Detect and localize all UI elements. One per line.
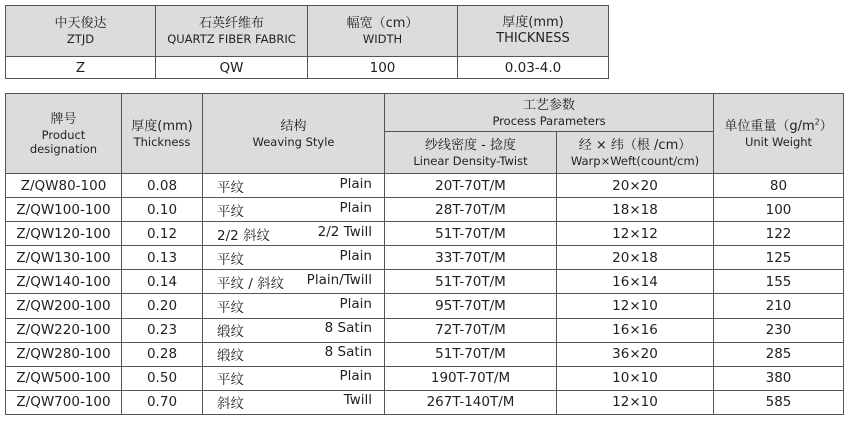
cell-unit-weight: 585 bbox=[714, 390, 844, 414]
cell-linear-density: 72T-70T/M bbox=[385, 318, 557, 342]
cell-structure bbox=[203, 390, 385, 414]
header-en: QUARTZ FIBER FABRIC bbox=[167, 32, 296, 46]
cell-warp-weft: 20×18 bbox=[557, 246, 714, 270]
cell-product: Z/QW500-100 bbox=[6, 366, 122, 390]
header-brand bbox=[6, 6, 156, 57]
header-unit-weight bbox=[714, 94, 844, 174]
cell-product: Z/QW220-100 bbox=[6, 318, 122, 342]
cell-unit-weight: 380 bbox=[714, 366, 844, 390]
cell-structure bbox=[203, 246, 385, 270]
table-row bbox=[6, 294, 844, 318]
cell-structure bbox=[203, 294, 385, 318]
header-zh: 厚度(mm) bbox=[131, 118, 193, 134]
cell-unit-weight: 100 bbox=[714, 198, 844, 222]
cell-product: Z/QW700-100 bbox=[6, 390, 122, 414]
cell-linear-density: 51T-70T/M bbox=[385, 222, 557, 246]
header-zh: 工艺参数 bbox=[523, 97, 576, 113]
structure-zh: 平纹 bbox=[217, 203, 244, 220]
cell-thickness: 0.70 bbox=[122, 390, 203, 414]
header-en: Unit Weight bbox=[744, 134, 813, 149]
cell-linear-density: 33T-70T/M bbox=[385, 246, 557, 270]
table-row bbox=[6, 270, 844, 294]
header-zh: 幅宽（cm） bbox=[346, 16, 419, 31]
header-width bbox=[308, 6, 458, 57]
cell-unit-weight: 230 bbox=[714, 318, 844, 342]
header-en: Warp×Weft(count/cm) bbox=[570, 153, 700, 168]
header-zh: 厚度(mm) bbox=[502, 15, 564, 30]
cell-linear-density: 190T-70T/M bbox=[385, 366, 557, 390]
cell-linear-density: 51T-70T/M bbox=[385, 342, 557, 366]
cell-thickness: 0.50 bbox=[122, 366, 203, 390]
cell-linear-density: 95T-70T/M bbox=[385, 294, 557, 318]
cell-product: Z/QW100-100 bbox=[6, 198, 122, 222]
structure-zh: 平纹 bbox=[217, 300, 244, 317]
cell-structure bbox=[203, 222, 385, 246]
cell-warp-weft: 16×16 bbox=[557, 318, 714, 342]
header-thickness bbox=[458, 6, 609, 57]
cell-structure bbox=[203, 198, 385, 222]
header-warp-weft bbox=[557, 132, 714, 174]
structure-zh: 平纹 bbox=[217, 179, 244, 196]
cell-product: Z/QW200-100 bbox=[6, 294, 122, 318]
structure-zh: 平纹 bbox=[217, 251, 244, 268]
table-row bbox=[6, 174, 844, 198]
cell-product: Z/QW120-100 bbox=[6, 222, 122, 246]
structure-en: Plain/Twill bbox=[306, 271, 372, 288]
cell-unit-weight: 125 bbox=[714, 246, 844, 270]
table-row bbox=[6, 198, 844, 222]
structure-en: Plain bbox=[339, 368, 372, 385]
cell-structure bbox=[203, 366, 385, 390]
cell-linear-density: 28T-70T/M bbox=[385, 198, 557, 222]
structure-zh: 平纹 / 斜纹 bbox=[217, 275, 285, 292]
cell-thickness: 0.12 bbox=[122, 222, 203, 246]
header-thickness bbox=[122, 94, 203, 174]
cell-linear-density: 267T-140T/M bbox=[385, 390, 557, 414]
cell-thickness: 0.20 bbox=[122, 294, 203, 318]
cell-structure bbox=[203, 270, 385, 294]
header-zh: 单位重量$(g/m^2)$ bbox=[724, 117, 833, 134]
structure-zh: 缎纹 bbox=[217, 324, 244, 341]
cell-thickness: 0.14 bbox=[122, 270, 203, 294]
cell-unit-weight: 155 bbox=[714, 270, 844, 294]
header-en: Process Parameters bbox=[492, 113, 606, 128]
cell-warp-weft: 12×10 bbox=[557, 390, 714, 414]
table-row bbox=[6, 366, 844, 390]
cell-warp-weft: 12×10 bbox=[557, 294, 714, 318]
structure-en: Plain bbox=[339, 199, 372, 216]
cell-unit-weight: 80 bbox=[714, 174, 844, 198]
value-product: QW bbox=[156, 57, 308, 79]
table-row bbox=[6, 246, 844, 270]
header-zh: 结构 bbox=[280, 118, 307, 134]
header-product bbox=[156, 6, 308, 57]
value-width: 100 bbox=[308, 57, 458, 79]
cell-thickness: 0.13 bbox=[122, 246, 203, 270]
cell-structure bbox=[203, 342, 385, 366]
cell-product: Z/QW140-100 bbox=[6, 270, 122, 294]
header-en: WIDTH bbox=[362, 32, 403, 46]
structure-zh: 平纹 bbox=[217, 372, 244, 389]
value-brand: Z bbox=[6, 57, 156, 79]
cell-thickness: 0.28 bbox=[122, 342, 203, 366]
header-zh: 中天俊达 bbox=[54, 16, 107, 31]
header-en: Product bbox=[41, 127, 86, 142]
cell-thickness: 0.10 bbox=[122, 198, 203, 222]
cell-linear-density: 20T-70T/M bbox=[385, 174, 557, 198]
structure-en: Plain bbox=[339, 296, 372, 313]
structure-en: 8 Satin bbox=[324, 320, 372, 337]
header-zh: 纱线密度 - 捻度 bbox=[425, 137, 516, 153]
spec-table bbox=[5, 93, 844, 415]
summary-table bbox=[5, 5, 609, 79]
header-product-designation bbox=[6, 94, 122, 174]
value-thickness: 0.03-4.0 bbox=[458, 57, 609, 79]
header-en: designation bbox=[29, 141, 98, 156]
header-en: Weaving Style bbox=[252, 134, 335, 149]
structure-en: Plain bbox=[339, 247, 372, 264]
table-row bbox=[6, 342, 844, 366]
cell-warp-weft: 18×18 bbox=[557, 198, 714, 222]
cell-warp-weft: 36×20 bbox=[557, 342, 714, 366]
cell-warp-weft: 12×12 bbox=[557, 222, 714, 246]
header-en: THICKNESS bbox=[496, 31, 570, 46]
table-row bbox=[6, 222, 844, 246]
header-en: ZTJD bbox=[66, 32, 95, 46]
header-structure bbox=[203, 94, 385, 174]
cell-linear-density: 51T-70T/M bbox=[385, 270, 557, 294]
cell-structure bbox=[203, 318, 385, 342]
cell-product: Z/QW280-100 bbox=[6, 342, 122, 366]
structure-zh: 2/2 斜纹 bbox=[217, 227, 271, 244]
cell-unit-weight: 122 bbox=[714, 222, 844, 246]
cell-warp-weft: 10×10 bbox=[557, 366, 714, 390]
cell-warp-weft: 20×20 bbox=[557, 174, 714, 198]
header-zh: 经 × 纬（根 /cm） bbox=[578, 137, 692, 153]
header-zh: 牌号 bbox=[50, 111, 77, 127]
cell-structure bbox=[203, 174, 385, 198]
structure-en: Twill bbox=[343, 392, 372, 409]
header-process-parameters bbox=[385, 94, 714, 132]
structure-zh: 缎纹 bbox=[217, 348, 244, 365]
header-zh: 石英纤维布 bbox=[198, 16, 264, 31]
cell-warp-weft: 16×14 bbox=[557, 270, 714, 294]
header-en: Linear Density-Twist bbox=[413, 153, 528, 168]
cell-unit-weight: 285 bbox=[714, 342, 844, 366]
cell-product: Z/QW130-100 bbox=[6, 246, 122, 270]
header-en: Thickness bbox=[133, 134, 191, 149]
table-row bbox=[6, 390, 844, 414]
structure-en: 2/2 Twill bbox=[317, 223, 372, 240]
table-row bbox=[6, 318, 844, 342]
structure-en: Plain bbox=[339, 175, 372, 192]
cell-product: Z/QW80-100 bbox=[6, 174, 122, 198]
cell-unit-weight: 210 bbox=[714, 294, 844, 318]
header-linear-density bbox=[385, 132, 557, 174]
structure-en: 8 Satin bbox=[324, 344, 372, 361]
structure-zh: 斜纹 bbox=[217, 396, 244, 413]
cell-thickness: 0.23 bbox=[122, 318, 203, 342]
cell-thickness: 0.08 bbox=[122, 174, 203, 198]
